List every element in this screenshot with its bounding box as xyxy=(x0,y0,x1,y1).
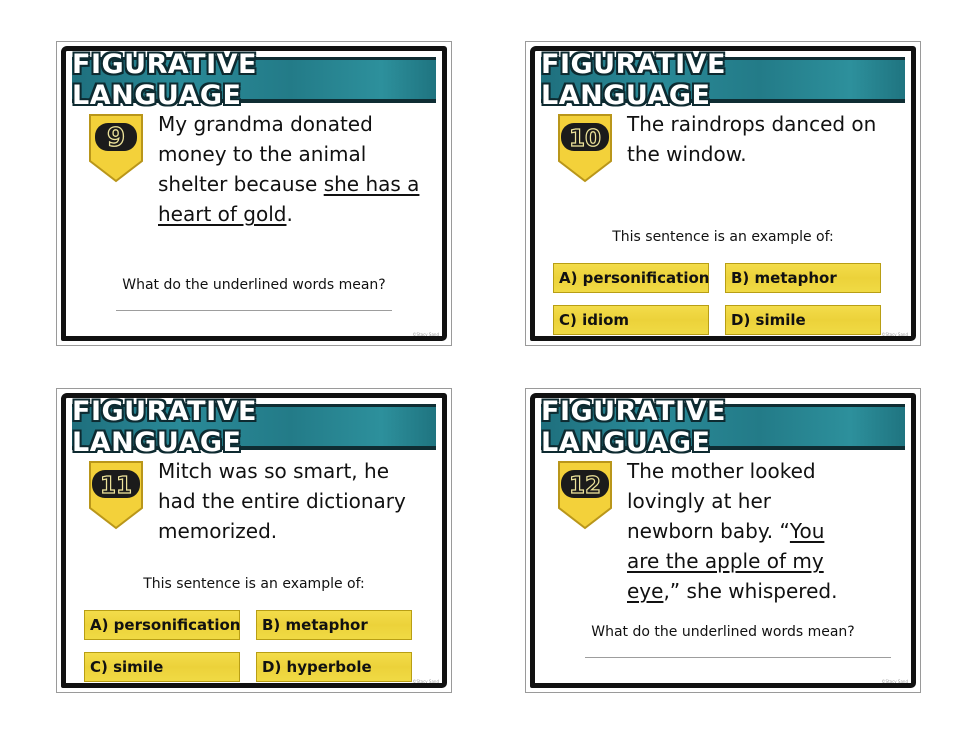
card-frame xyxy=(61,46,447,341)
answer-line xyxy=(585,657,891,658)
prompt-text: The mother looked lovingly at her newborn baby. “ xyxy=(627,459,816,543)
option-d[interactable]: D) simile xyxy=(725,305,881,335)
option-b[interactable]: B) metaphor xyxy=(256,610,412,640)
badge-number: 10 xyxy=(568,126,602,152)
card-banner xyxy=(72,48,436,111)
banner-title: FIGURATIVE LANGUAGE xyxy=(541,48,726,111)
card-banner xyxy=(72,395,436,458)
card-banner xyxy=(541,395,905,458)
badge-number: 12 xyxy=(568,473,602,499)
task-card-9 xyxy=(56,41,452,346)
card-prompt xyxy=(627,456,851,606)
task-card-11 xyxy=(56,388,452,693)
number-badge xyxy=(555,111,615,185)
card-prompt xyxy=(158,109,424,229)
banner-title: FIGURATIVE LANGUAGE xyxy=(72,395,257,458)
option-a[interactable]: A) personification xyxy=(553,263,709,293)
option-c[interactable]: C) simile xyxy=(84,652,240,682)
card-banner xyxy=(541,48,905,111)
prompt-underlined: You are the apple of my eye xyxy=(627,519,825,603)
number-badge xyxy=(86,111,146,185)
answer-line xyxy=(116,310,392,311)
option-b[interactable]: B) metaphor xyxy=(725,263,881,293)
card-prompt: Mitch was so smart, he had the entire dictionary memorized. xyxy=(158,459,406,543)
badge-number: 11 xyxy=(99,473,133,499)
option-d[interactable]: D) hyperbole xyxy=(256,652,412,682)
prompt-end: . xyxy=(286,202,293,226)
option-c[interactable]: C) idiom xyxy=(553,305,709,335)
copyright: ©Stacy Sand xyxy=(881,679,908,684)
banner-title: FIGURATIVE LANGUAGE xyxy=(541,395,726,458)
card-frame xyxy=(61,393,447,688)
card-question: What do the underlined words mean? xyxy=(591,624,855,640)
prompt-text: My grandma donated money to the animal shelter because xyxy=(158,112,373,196)
badge-number: 9 xyxy=(106,123,126,153)
copyright: ©Stacy Sand xyxy=(412,332,439,337)
prompt-underlined: she has a heart of gold xyxy=(158,172,420,226)
card-question: This sentence is an example of: xyxy=(143,576,365,592)
option-a[interactable]: A) personification xyxy=(84,610,240,640)
card-prompt: The raindrops danced on the window. xyxy=(627,112,877,166)
task-card-12 xyxy=(525,388,921,693)
banner-title: FIGURATIVE LANGUAGE xyxy=(72,48,257,111)
copyright: ©Stacy Sand xyxy=(881,332,908,337)
card-question: What do the underlined words mean? xyxy=(122,277,386,293)
number-badge xyxy=(555,458,615,532)
number-badge xyxy=(86,458,146,532)
prompt-end: ,” she whispered. xyxy=(663,579,838,603)
copyright: ©Stacy Sand xyxy=(412,679,439,684)
card-frame xyxy=(530,393,916,688)
card-question: This sentence is an example of: xyxy=(612,229,834,245)
task-card-10 xyxy=(525,41,921,346)
card-frame xyxy=(530,46,916,341)
